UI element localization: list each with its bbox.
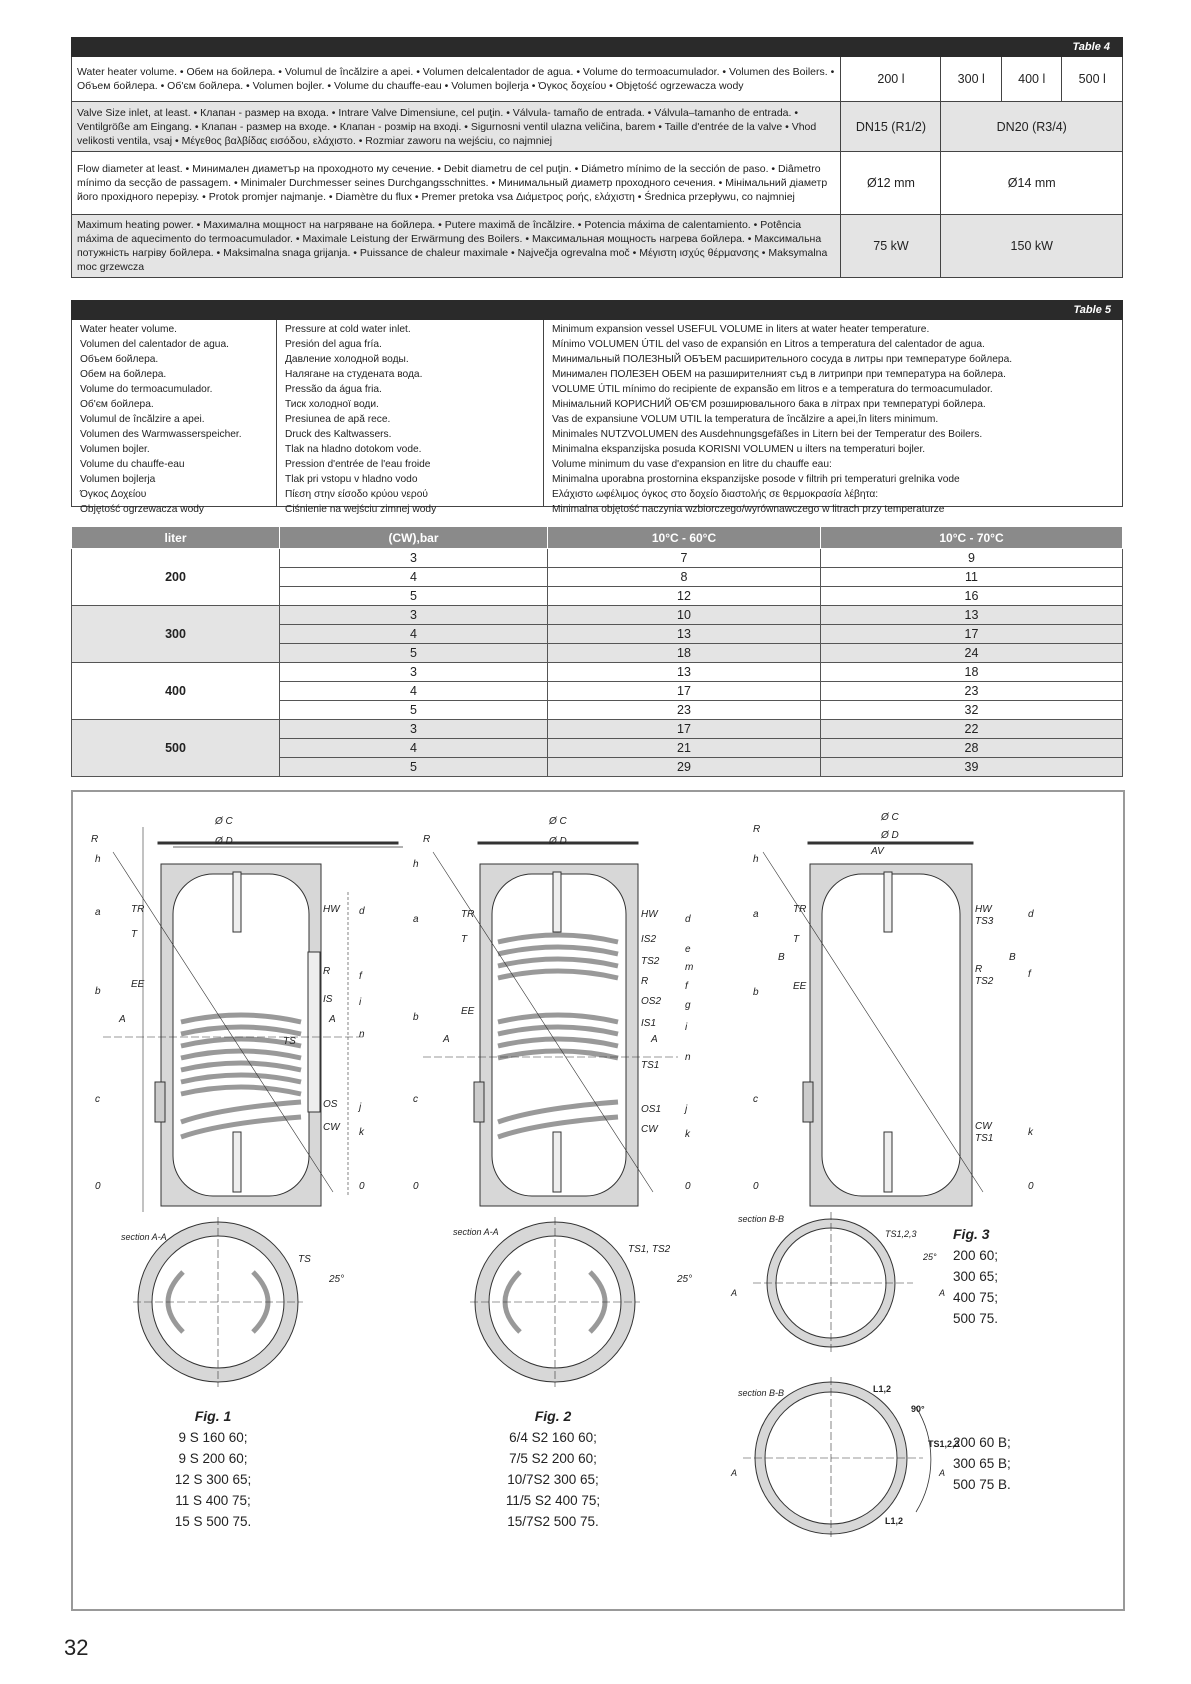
lbl-A: A — [119, 1014, 126, 1025]
t5-cell: 12 — [548, 587, 821, 606]
t5-header-line: Давление холодной воды. — [285, 354, 409, 365]
t5-cell: 17 — [548, 682, 821, 701]
lbl-zero: 0 — [359, 1181, 365, 1192]
lbl-r2: R — [975, 964, 983, 975]
t5-column-header: liter — [72, 527, 280, 549]
lbl-ts1: TS1 — [641, 1060, 660, 1071]
lbl-ts3: TS3 — [975, 916, 994, 927]
lbl-r2: R — [323, 966, 331, 977]
lbl-25deg: 25° — [329, 1274, 345, 1285]
t5-cell: 3 — [280, 720, 548, 739]
table-5-title: Table 5 — [71, 300, 1123, 320]
t5-cell: 28 — [821, 739, 1123, 758]
lbl-h: h — [95, 854, 101, 865]
lbl-od: Ø D — [215, 836, 233, 847]
t5-header-line: Mínimo VOLUMEN ÚTIL del vaso de expansión en Litros a temperatura del calentador de agua. — [552, 339, 985, 350]
lbl-l12: L1,2 — [885, 1516, 904, 1526]
model-item: 10/7S2 300 65; — [507, 1472, 599, 1487]
table-4 — [71, 37, 1123, 278]
t5-cell: 5 — [280, 587, 548, 606]
t4-cell: 200 l — [841, 57, 941, 102]
lbl-a: a — [413, 914, 419, 925]
t5-header-line: Volumen bojler. — [80, 444, 150, 455]
t5-header-line: Volume minimum du vase d'expansion en litre du chauffe eau: — [552, 459, 832, 470]
t5-header-line: Minimalna objętość naczynia wzbiorczego/wyrównawczego w litrach przy temperaturze — [552, 504, 945, 515]
lbl-t: T — [461, 934, 468, 945]
fig1-section-drawing — [133, 1217, 303, 1387]
fig3b-caption — [953, 1432, 1053, 1495]
lbl-g: g — [685, 1000, 691, 1011]
t5-header-line: Objętość ogrzewacza wody — [80, 504, 205, 515]
table-row — [72, 663, 1123, 682]
sectionBB-label: section B-B — [738, 1388, 785, 1398]
t5-cell: 5 — [280, 758, 548, 777]
page-number: 32 — [64, 1635, 89, 1660]
lbl-zero: 0 — [95, 1181, 101, 1192]
t5-cell: 16 — [821, 587, 1123, 606]
lbl-c: c — [95, 1094, 100, 1105]
t5-header-line: Pression d'entrée de l'eau froide — [285, 459, 431, 470]
model-item: 9 S 160 60; — [178, 1430, 248, 1445]
model-item: 6/4 S2 160 60; — [509, 1430, 597, 1445]
lbl-A: A — [939, 1288, 946, 1298]
lbl-tr: TR — [461, 909, 475, 920]
lbl-od: Ø D — [549, 836, 567, 847]
lbl-h: h — [753, 854, 759, 865]
fig1-caption — [143, 1406, 283, 1532]
t4-desc: Flow diameter at least. • Минимален диаметър на проходното му сечение. • Debit diametru de cel puţin. • Diámetro mínimo de la sección de paso. • Diâmetro mínimo da secção de passagem. • Minimaler Durchmesser seines Durchgangsschnittes. • Минимальный диаметр проходного сечения. • Мінімальний діаметр його прохідного перерізу. • Protok promjer najmanje. • Diamètre du flux • Premer pretoka vsa Διάμετρος ροής, ελάχιστη • Średnica przepływu, co najmniej — [72, 152, 841, 215]
model-item: 12 S 300 65; — [174, 1472, 252, 1487]
fig3-tank-drawing — [763, 842, 983, 1206]
lbl-n: n — [685, 1052, 691, 1063]
lbl-j: j — [359, 1102, 362, 1113]
model-item: 15 S 500 75. — [174, 1514, 252, 1529]
lbl-hw: HW — [323, 904, 340, 915]
model-item: 500 75. — [953, 1311, 999, 1326]
lbl-ts2: TS2 — [975, 976, 994, 987]
lbl-b: b — [413, 1012, 419, 1023]
lbl-i: i — [685, 1022, 688, 1033]
t5-cell: 11 — [821, 568, 1123, 587]
t5-header-line: Тиск холодної води. — [285, 399, 379, 410]
t5-header-line: Минимальный ПОЛЕЗНЫЙ ОБЪЕМ расширительного сосуда в литры при температуре бойлера. — [552, 354, 1013, 365]
t4-cell: 500 l — [1062, 57, 1123, 102]
t5-header-line: Vas de expansiune VOLUM UTIL la temperatura de încălzire a apei,în liters minimum. — [552, 414, 939, 425]
t5-liter-cell: 400 — [72, 663, 280, 720]
t5-header-line: Minimales NUTZVOLUMEN des Ausdehnungsgefäßes in Litern bei der Temperatur des Boilers. — [552, 429, 983, 440]
t5-cell: 4 — [280, 682, 548, 701]
table-5-header — [71, 300, 1123, 515]
t4-cell: DN20 (R3/4) — [941, 102, 1123, 152]
lbl-b: b — [95, 986, 101, 997]
lbl-oc: Ø C — [215, 816, 233, 827]
lbl-ts123: TS1,2,3 — [885, 1229, 917, 1239]
lbl-e: e — [685, 944, 691, 955]
t5-cell: 8 — [548, 568, 821, 587]
table-4-title: Table 4 — [72, 38, 1123, 57]
lbl-90deg: 90° — [911, 1404, 925, 1414]
lbl-os: OS — [323, 1099, 338, 1110]
lbl-d: d — [1028, 909, 1034, 920]
model-item: 300 65; — [953, 1269, 999, 1284]
t5-header-line: Об'єм бойлера. — [80, 399, 154, 410]
t5-cell: 13 — [821, 606, 1123, 625]
t5-header-line: Water heater volume. — [80, 324, 178, 335]
fig2-title: Fig. 2 — [534, 1408, 572, 1424]
model-item: 400 75; — [953, 1290, 999, 1305]
t5-header-line: Обем на бойлера. — [80, 369, 167, 380]
lbl-r: R — [753, 824, 761, 835]
t5-header-line: Όγκος Δοχείου — [80, 489, 147, 500]
t5-header-line: Presión del agua fría. — [285, 339, 382, 350]
t5-column-header: 10°C - 70°C — [821, 527, 1123, 549]
lbl-r: R — [423, 834, 431, 845]
t5-cell: 4 — [280, 739, 548, 758]
table-row — [72, 549, 1123, 568]
model-item: 200 60 B; — [953, 1435, 1011, 1450]
t5-header-line: Presiunea de apă rece. — [285, 414, 391, 425]
t5-col-pressure — [277, 320, 544, 515]
lbl-A: A — [731, 1288, 738, 1298]
t5-header-line: Minimalna ekspanzijska posuda KORISNI VOLUMEN u ilters na temperaturi bojler. — [552, 444, 926, 455]
t5-cell: 3 — [280, 549, 548, 568]
lbl-k: k — [359, 1127, 364, 1138]
lbl-t: T — [793, 934, 800, 945]
lbl-k: k — [1028, 1127, 1033, 1138]
fig2-tank-drawing — [423, 842, 678, 1206]
model-item: 9 S 200 60; — [178, 1451, 248, 1466]
t4-cell: Ø14 mm — [941, 152, 1123, 215]
lbl-B: B — [778, 952, 785, 963]
t5-header-line: Налягане на студената вода. — [285, 369, 423, 380]
t5-column-header: 10°C - 60°C — [548, 527, 821, 549]
lbl-a: a — [95, 907, 101, 918]
t5-cell: 18 — [548, 644, 821, 663]
lbl-25deg: 25° — [677, 1274, 693, 1285]
lbl-A: A — [939, 1468, 946, 1478]
t5-header-line: Мінімальний КОРИСНИЙ ОБ'ЄМ розширювального бака в літрах при температурі бойлера. — [552, 399, 986, 410]
model-item: 500 75 B. — [953, 1477, 1011, 1492]
lbl-zero: 0 — [1028, 1181, 1034, 1192]
table-5 — [71, 526, 1123, 777]
lbl-f: f — [685, 981, 688, 992]
t5-cell: 17 — [821, 625, 1123, 644]
lbl-zero: 0 — [685, 1181, 691, 1192]
lbl-hw: HW — [641, 909, 658, 920]
lbl-c: c — [753, 1094, 758, 1105]
lbl-A: A — [651, 1034, 658, 1045]
model-item: 11 S 400 75; — [175, 1493, 251, 1508]
lbl-A: A — [731, 1468, 738, 1478]
model-item: 7/5 S2 200 60; — [509, 1451, 597, 1466]
t5-header-line: Volumen des Warmwasserspeicher. — [80, 429, 242, 440]
lbl-is: IS — [323, 994, 333, 1005]
t4-desc: Valve Size inlet, at least. • Клапан - размер на входа. • Intrare Valve Dimensiune, cel puţin. • Válvula- tamaño de entrada. • Válvula–tamanho de entrada. • Ventilgröße am Eingang. • Клапан - размер на входе. • Клапан - розмір на вході. • Sigurnosni ventil ulazna veličina, barem • Taille d'entrée de la valve • Vhod velikosti ventila, vsaj • Μέγεθος βαλβίδας εισόδου, ελάχιστο. • Rozmiar zaworu na wejściu, co najmniej — [72, 102, 841, 152]
model-item: 200 60; — [953, 1248, 999, 1263]
t5-cell: 3 — [280, 663, 548, 682]
t5-cell: 22 — [821, 720, 1123, 739]
t5-liter-cell: 300 — [72, 606, 280, 663]
t5-cell: 17 — [548, 720, 821, 739]
t4-desc: Water heater volume. • Обем на бойлера. • Volumul de încălzire a apei. • Volumen delcalentador de agua. • Volume do termoacumulador. • Volumen des Boilers. • Объем бойлера. • Об'єм бойлера. • Volumen bojler. • Volume du chauffe-eau • Volumen bojlerja • Όγκος δοχείου • Objętość ogrzewacza wody — [72, 57, 841, 102]
lbl-od: Ø D — [881, 830, 899, 841]
fig3-title: Fig. 3 — [953, 1226, 990, 1242]
t5-liter-cell: 500 — [72, 720, 280, 777]
lbl-ts2: TS2 — [641, 956, 660, 967]
lbl-zero: 0 — [413, 1181, 419, 1192]
t5-header-line: Druck des Kaltwassers. — [285, 429, 392, 440]
lbl-d: d — [359, 906, 365, 917]
drawings-panel — [71, 790, 1125, 1611]
lbl-oc: Ø C — [549, 816, 567, 827]
t5-cell: 29 — [548, 758, 821, 777]
lbl-c: c — [413, 1094, 418, 1105]
lbl-tr: TR — [793, 904, 807, 915]
t4-cell: DN15 (R1/2) — [841, 102, 941, 152]
t5-header-line: Объем бойлера. — [80, 354, 159, 365]
lbl-cw: CW — [641, 1124, 658, 1135]
t5-cell: 24 — [821, 644, 1123, 663]
lbl-zero: 0 — [753, 1181, 759, 1192]
lbl-d: d — [685, 914, 691, 925]
t5-header-line: Ciśnienie na wejściu zimnej wody — [285, 504, 437, 515]
fig2-caption — [473, 1406, 633, 1532]
lbl-is1: IS1 — [641, 1018, 657, 1029]
lbl-b: b — [753, 987, 759, 998]
t5-header-line: Pressão da água fria. — [285, 384, 382, 395]
t5-header-line: VOLUME ÚTIL mínimo do recipiente de expansão em litros e a temperatura do termoacumulador. — [552, 384, 993, 395]
lbl-j: j — [685, 1104, 688, 1115]
fig1-title: Fig. 1 — [194, 1408, 232, 1424]
lbl-ts1-ts2: TS1, TS2 — [628, 1244, 671, 1255]
model-item: 15/7S2 500 75. — [507, 1514, 599, 1529]
table-row — [72, 720, 1123, 739]
t5-cell: 21 — [548, 739, 821, 758]
lbl-A: A — [443, 1034, 450, 1045]
t5-cell: 9 — [821, 549, 1123, 568]
lbl-h: h — [413, 859, 419, 870]
t4-desc: Maximum heating power. • Махимална мощност на нагряване на бойлера. • Putere maximă de încălzire. • Potencia máxima de calentamiento. • Potência máxima de aquecimento do termoacumulador. • Maximale Leistung der Erwärmung des Boilers. • Максимальная мощность нагрева бойлера. • Максимальна потужність нагріву бойлера. • Maksimalna snaga grijanja. • Puissance de chaleur maximale • Največja ogrevalna moč • Μέγιστη ισχύς θέρμανσης • Maksymalna moc grzewcza — [72, 215, 841, 278]
model-item: 11/5 S2 400 75; — [505, 1493, 601, 1508]
fig1-tank-drawing — [103, 827, 403, 1212]
t5-header-line: Volumen del calentador de agua. — [80, 339, 229, 350]
t5-header-line: Minimum expansion vessel USEFUL VOLUME in liters at water heater temperature. — [552, 324, 930, 335]
t5-cell: 10 — [548, 606, 821, 625]
lbl-ee: EE — [131, 979, 145, 990]
sectionAA-label: section A-A — [453, 1227, 499, 1237]
lbl-ee: EE — [461, 1006, 475, 1017]
lbl-B: B — [1009, 952, 1016, 963]
model-item: 300 65 B; — [953, 1456, 1011, 1471]
lbl-a: a — [753, 909, 759, 920]
table-row — [72, 606, 1123, 625]
lbl-ts123: TS1,2,3 — [928, 1439, 960, 1449]
lbl-ts: TS — [298, 1254, 311, 1265]
sectionAA-label: section A-A — [121, 1232, 167, 1242]
lbl-hw: HW — [975, 904, 992, 915]
lbl-is2: IS2 — [641, 934, 657, 945]
lbl-ts1: TS1 — [975, 1133, 994, 1144]
lbl-l12: L1,2 — [873, 1384, 892, 1394]
lbl-os1: OS1 — [641, 1104, 662, 1115]
t4-cell: 400 l — [1001, 57, 1061, 102]
t5-cell: 4 — [280, 625, 548, 644]
lbl-A: A — [329, 1014, 336, 1025]
t5-cell: 32 — [821, 701, 1123, 720]
t4-cell: 300 l — [941, 57, 1001, 102]
t5-header-line: Ελάχιστο ωφέλιμος όγκος στο δοχείο διαστολής σε θερμοκρασία λέβητα: — [552, 489, 879, 500]
t5-header-line: Tlak pri vstopu v hladno vodo — [285, 474, 418, 485]
lbl-os2: OS2 — [641, 996, 662, 1007]
lbl-i: i — [359, 997, 362, 1008]
t5-cell: 13 — [548, 663, 821, 682]
t5-cell: 13 — [548, 625, 821, 644]
t5-cell: 18 — [821, 663, 1123, 682]
t5-cell: 23 — [548, 701, 821, 720]
lbl-25deg: 25° — [923, 1252, 937, 1262]
t5-liter-cell: 200 — [72, 549, 280, 606]
lbl-oc: Ø C — [881, 812, 899, 823]
t5-cell: 23 — [821, 682, 1123, 701]
lbl-n: n — [359, 1029, 365, 1040]
t4-cell: 150 kW — [941, 215, 1123, 278]
t5-cell: 4 — [280, 568, 548, 587]
t5-cell: 5 — [280, 644, 548, 663]
t5-header-line: Volume du chauffe-eau — [80, 459, 185, 470]
lbl-tr: TR — [131, 904, 145, 915]
lbl-cw: CW — [975, 1121, 992, 1132]
lbl-k: k — [685, 1129, 690, 1140]
t5-header-line: Πίεση στην είσοδο κρύου νερού — [285, 489, 428, 500]
t5-cell: 7 — [548, 549, 821, 568]
lbl-r2: R — [641, 976, 649, 987]
t5-header-line: Volumen bojlerja — [80, 474, 156, 485]
t5-header-line: Pressure at cold water inlet. — [285, 324, 411, 335]
t5-col-volume — [72, 320, 277, 515]
lbl-f: f — [359, 971, 362, 982]
t4-cell: 75 kW — [841, 215, 941, 278]
t5-cell: 39 — [821, 758, 1123, 777]
t5-header-line: Volumul de încălzire a apei. — [80, 414, 205, 425]
t5-column-header: (CW),bar — [280, 527, 548, 549]
fig3-caption — [953, 1224, 1043, 1329]
lbl-cw: CW — [323, 1122, 340, 1133]
lbl-m: m — [685, 962, 694, 973]
t5-header-line: Tlak na hladno dotokom vode. — [285, 444, 422, 455]
lbl-r: R — [91, 834, 99, 845]
lbl-av: AV — [871, 846, 884, 857]
t5-col-expansion — [544, 320, 1122, 515]
lbl-ee: EE — [793, 981, 807, 992]
t5-cell: 5 — [280, 701, 548, 720]
t5-header-line: Minimalna uporabna prostornina ekspanzijske posode v filtrih pri temperaturi grelnika vode — [552, 474, 960, 485]
t4-cell: Ø12 mm — [841, 152, 941, 215]
lbl-t: T — [131, 929, 138, 940]
lbl-ts: TS — [283, 1036, 296, 1047]
t5-header-line: Volume do termoacumulador. — [80, 384, 213, 395]
fig3-section-drawing — [743, 1212, 931, 1537]
lbl-f: f — [1028, 969, 1031, 980]
sectionBB-label: section B-B — [738, 1214, 785, 1224]
fig2-section-drawing — [470, 1217, 640, 1387]
t5-header-line: Минимален ПОЛЕЗЕН ОБЕМ на разширителният съд в литрипри при температура на бойлера. — [552, 369, 1006, 380]
t5-cell: 3 — [280, 606, 548, 625]
